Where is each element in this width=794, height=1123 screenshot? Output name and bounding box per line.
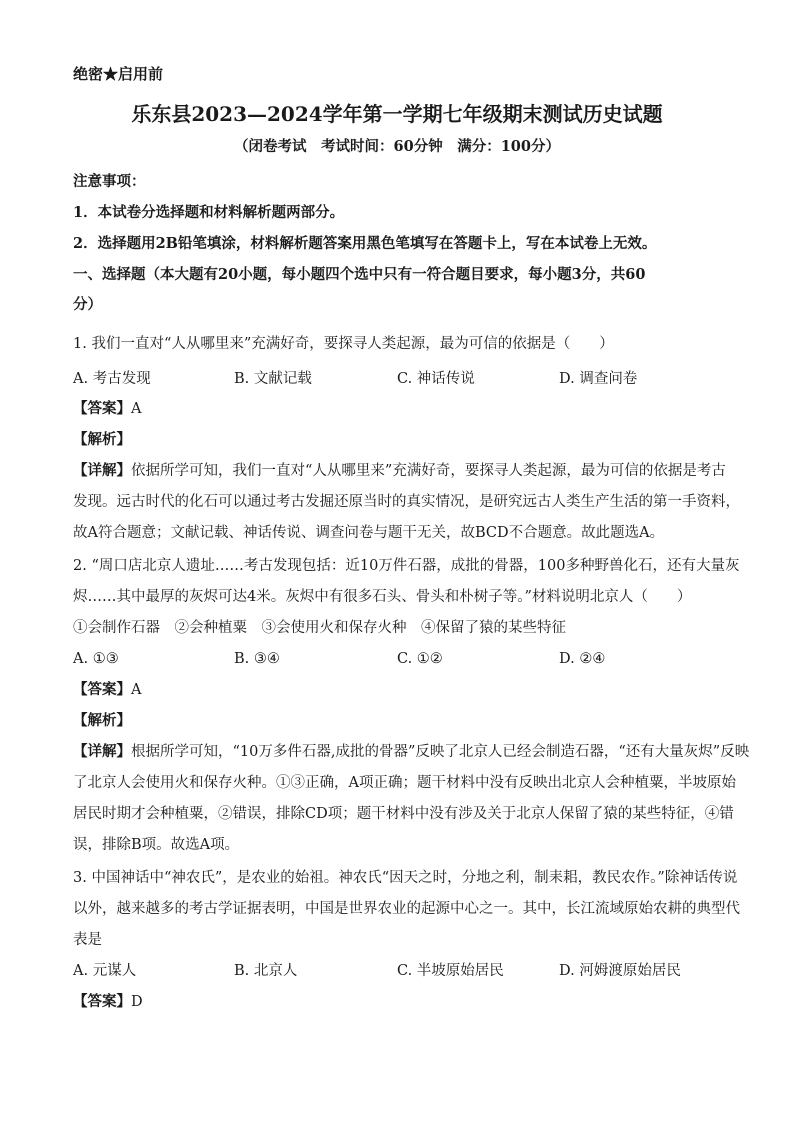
q2-answer bbox=[73, 680, 141, 700]
q2-detail-line-3: 居民时期才会种植粟，②错误，排除CD项；题干材料中没有涉及关于北京人保留了猿的某些特征，④错 bbox=[73, 806, 734, 822]
q1-detail-line-2: 发现。远古时代的化石可以通过考古发掘还原当时的真实情况，是研究远古人类生产生活的第一手资料， bbox=[73, 494, 740, 510]
notes-heading: 注意事项： bbox=[73, 173, 146, 190]
answer-tag: 【答案】 bbox=[73, 400, 131, 417]
answer-tag: 【答案】 bbox=[73, 993, 131, 1010]
q1-detail-line-1: 【详解】依据所学可知，我们一直对“人从哪里来”充满好奇，要探寻人类起源，最为可信的依据是考古 bbox=[73, 462, 726, 479]
q3-stem-line-1: 3. 中国神话中“神农氏”，是农业的始祖。神农氏“因天之时，分地之利，制耒耜，教民农作。”除神话传说 bbox=[73, 870, 738, 886]
q2-option-d: D. ②④ bbox=[559, 651, 606, 667]
q3-option-c: C. 半坡原始居民 bbox=[397, 963, 504, 979]
detail-tag: 【详解】 bbox=[73, 462, 131, 479]
note-item-2: 2．选择题用2B铅笔填涂，材料解析题答案用黑色笔填写在答题卡上，写在本试卷上无效。 bbox=[73, 235, 657, 252]
q1-option-c: C. 神话传说 bbox=[397, 371, 475, 387]
q3-option-d: D. 河姆渡原始居民 bbox=[559, 963, 681, 979]
section-heading-line-1: 一、选择题（本大题有20小题，每小题四个选中只有一符合题目要求，每小题3分，共60 bbox=[73, 266, 646, 283]
note-item-1: 1．本试卷分选择题和材料解析题两部分。 bbox=[73, 204, 345, 221]
q1-stem: 1. 我们一直对“人从哪里来”充满好奇，要探寻人类起源，最为可信的依据是（ ） bbox=[73, 336, 614, 352]
q2-detail-line-4: 误，排除B项。故选A项。 bbox=[73, 837, 240, 853]
exam-title: 乐东县2023—2024学年第一学期七年级期末测试历史试题 bbox=[131, 102, 663, 126]
q3-stem-line-2: 以外，越来越多的考古学证据表明，中国是世界农业的起源中心之一。其中，长江流域原始农耕的典型代 bbox=[73, 901, 740, 917]
q1-analysis-tag: 【解析】 bbox=[73, 431, 131, 448]
q1-detail-line-3: 故A符合题意；文献记载、神话传说、调查问卷与题干无关，故BCD不合题意。故此题选A。 bbox=[73, 525, 665, 541]
q2-stem-line-3: ①会制作石器 ②会种植粟 ③会使用火和保存火种 ④保留了猿的某些特征 bbox=[73, 620, 566, 636]
q2-option-b: B. ③④ bbox=[234, 651, 280, 667]
q1-answer bbox=[73, 399, 141, 419]
answer-tag: 【答案】 bbox=[73, 681, 131, 698]
q1-option-d: D. 调查问卷 bbox=[559, 371, 638, 387]
detail-tag: 【详解】 bbox=[73, 743, 131, 760]
confidential-label: 绝密★启用前 bbox=[73, 65, 164, 83]
q2-analysis-tag: 【解析】 bbox=[73, 712, 131, 729]
q2-detail-line-1: 【详解】根据所学可知，“10万多件石器,成批的骨器”反映了北京人已经会制造石器，“还有大量灰烬”反映 bbox=[73, 743, 750, 760]
q2-option-c: C. ①② bbox=[397, 651, 443, 667]
exam-subtitle: （闭卷考试 考试时间：60分钟 满分：100分） bbox=[234, 138, 560, 155]
q3-answer bbox=[73, 992, 143, 1012]
section-heading-line-2: 分） bbox=[73, 296, 102, 313]
q3-option-b: B. 北京人 bbox=[234, 963, 298, 979]
q2-option-a: A. ①③ bbox=[73, 651, 119, 667]
q2-detail-line-2: 了北京人会使用火和保存火种。①③正确，A项正确；题干材料中没有反映出北京人会种植粟，半坡原始 bbox=[73, 775, 736, 791]
answer-value: A bbox=[131, 401, 142, 417]
q1-option-b: B. 文献记载 bbox=[234, 371, 312, 387]
answer-value: A bbox=[131, 682, 142, 698]
q2-stem-line-1: 2. “周口店北京人遗址……考古发现包括：近10万件石器，成批的骨器，100多种野兽化石，还有大量灰 bbox=[73, 558, 740, 574]
answer-value: D bbox=[131, 994, 143, 1010]
q2-stem-line-2: 烬……其中最厚的灰烬可达4米。灰烬中有很多石头、骨头和朴树子等。”材料说明北京人（ ） bbox=[73, 589, 692, 605]
q1-option-a: A. 考古发现 bbox=[73, 371, 151, 387]
q3-option-a: A. 元谋人 bbox=[73, 963, 137, 979]
q3-stem-line-3: 表是 bbox=[73, 932, 102, 948]
